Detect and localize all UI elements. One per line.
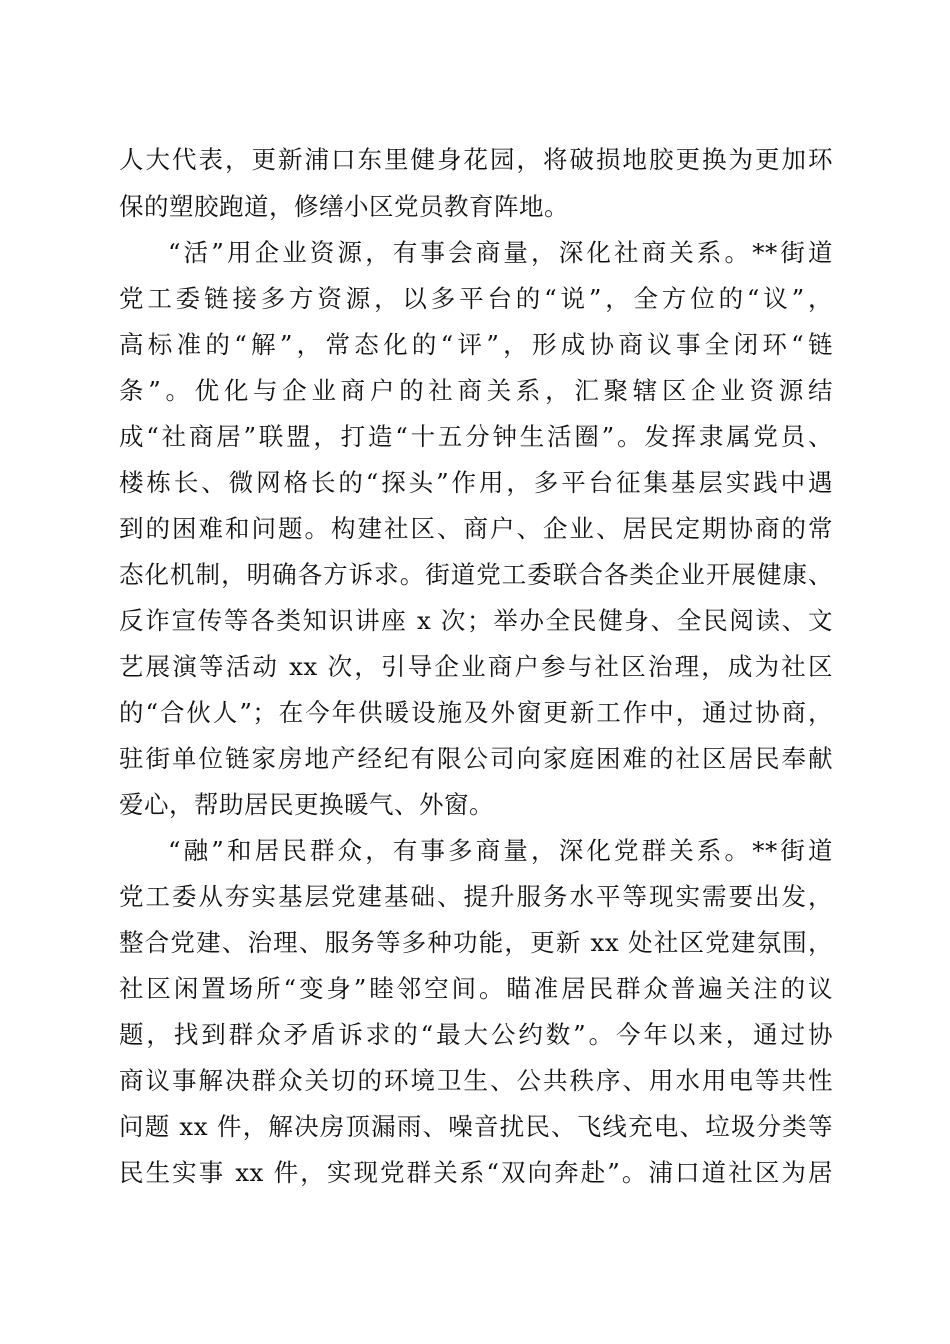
paragraph-start-line: “融”和居民群众，有事多商量，深化党群关系。**街道 <box>168 836 833 865</box>
text-line: 党工委从夯实基层党建基础、提升服务水平等现实需要出发， <box>119 882 833 911</box>
text-line: 条”。优化与企业商户的社商关系，汇聚辖区企业资源结 <box>119 376 833 405</box>
text-line: 高标准的“解”，常态化的“评”，形成协商议事全闭环“链 <box>119 330 833 359</box>
text-line: 到的困难和问题。构建社区、商户、企业、居民定期协商的常 <box>119 514 833 543</box>
paragraph-start-line: “活”用企业资源，有事会商量，深化社商关系。**街道 <box>168 238 833 267</box>
text-line: 问题 xx 件，解决房顶漏雨、噪音扰民、飞线充电、垃圾分类等 <box>119 1112 833 1141</box>
text-line: 整合党建、治理、服务等多种功能，更新 xx 处社区党建氛围， <box>119 928 833 957</box>
text-line: 民生实事 xx 件，实现党群关系“双向奔赴”。浦口道社区为居 <box>119 1158 833 1187</box>
text-line: 商议事解决群众关切的环境卫生、公共秩序、用水用电等共性 <box>119 1066 833 1095</box>
text-line: 爱心，帮助居民更换暖气、外窗。 <box>119 790 494 819</box>
text-line: 题，找到群众矛盾诉求的“最大公约数”。今年以来，通过协 <box>119 1020 833 1049</box>
text-line: 驻街单位链家房地产经纪有限公司向家庭困难的社区居民奉献 <box>119 744 833 773</box>
text-line: 保的塑胶跑道，修缮小区党员教育阵地。 <box>119 192 569 221</box>
text-line: 楼栋长、微网格长的“探头”作用，多平台征集基层实践中遇 <box>119 468 833 497</box>
text-line: 反诈宣传等各类知识讲座 x 次；举办全民健身、全民阅读、文 <box>119 606 833 635</box>
text-line: 的“合伙人”；在今年供暖设施及外窗更新工作中，通过协商， <box>119 698 833 727</box>
text-line: 态化机制，明确各方诉求。街道党工委联合各类企业开展健康、 <box>119 560 833 589</box>
text-line: 成“社商居”联盟，打造“十五分钟生活圈”。发挥隶属党员、 <box>119 422 833 451</box>
text-line: 人大代表，更新浦口东里健身花园，将破损地胶更换为更加环 <box>119 145 833 174</box>
text-line: 党工委链接多方资源，以多平台的“说”，全方位的“议”， <box>119 284 833 313</box>
text-line: 社区闲置场所“变身”睦邻空间。瞄准居民群众普遍关注的议 <box>119 974 833 1003</box>
text-line: 艺展演等活动 xx 次，引导企业商户参与社区治理，成为社区 <box>119 652 833 681</box>
